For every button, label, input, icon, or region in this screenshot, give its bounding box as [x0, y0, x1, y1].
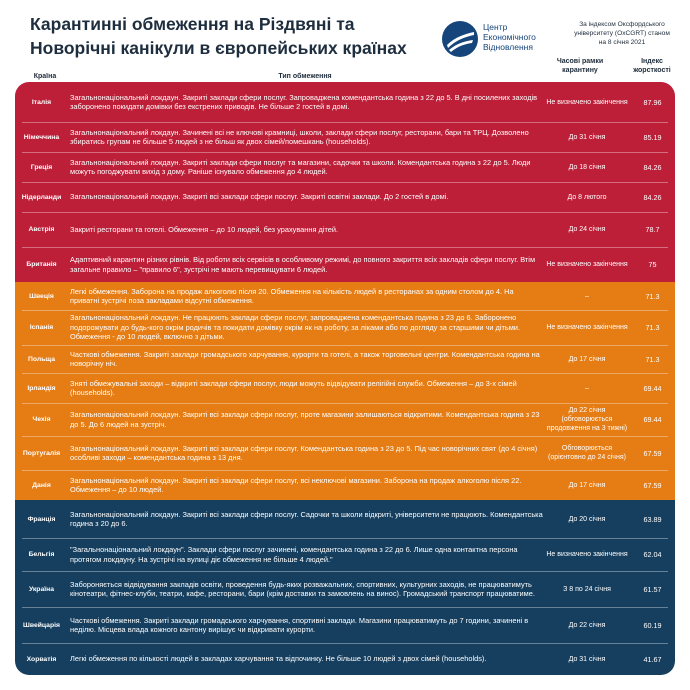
row-type: Загальнонаціональний локдаун. Закриті всі заклади сфери послуг. Садочки та школи відкриті, університети не працюють. Комендантська година з 20 до 6.	[70, 509, 543, 528]
table-row	[15, 247, 675, 282]
row-time: Не визначено закінчення	[546, 324, 628, 331]
table-row	[15, 310, 675, 345]
row-type: Загальнонаціональний локдаун. Зачинені всі не ключові крамниці, школи, заклади сфери послуг, ресторани, бари та ТРЦ. Дозволено збиратись групам не більше 5 людей з не більш як двох сімей/помешкань (households).	[70, 127, 529, 146]
row-time: До 17 січня	[568, 355, 606, 363]
page-title: Карантинні обмеження на Різдвяні та Новорічні канікули в європейських країнах	[30, 14, 407, 58]
row-index: 71.3	[645, 323, 660, 332]
row-country: Німеччина	[23, 133, 60, 141]
row-time: До 22 січня (обговорюється продовження на 3 тижні)	[546, 407, 628, 432]
row-index: 41.67	[643, 654, 662, 664]
row-index: 85.19	[643, 132, 662, 142]
row-country: Португалія	[22, 449, 61, 457]
row-index: 75	[648, 260, 657, 269]
row-time: До 20 січня	[568, 515, 606, 523]
row-time: До 17 січня	[568, 481, 606, 489]
row-divider	[22, 571, 668, 572]
row-time: Обговорюється (орієнтовно до 24 січня)	[548, 445, 626, 461]
row-divider	[22, 122, 668, 123]
row-time: –	[585, 292, 589, 300]
table-row	[15, 607, 675, 643]
row-index: 87.96	[643, 97, 662, 107]
table-row	[15, 538, 675, 571]
row-country: Італія	[31, 98, 52, 106]
row-time: До 31 січня	[568, 655, 606, 663]
row-type: Загальнонаціональний локдаун. Закриті всі заклади сфери послуг, всі неключові магазини. Заборона на продаж алкоголю після 22. Обмеження – до 10 людей.	[70, 475, 522, 494]
column-header-index: Індекс жорсткості	[633, 58, 671, 74]
row-time: До 22 січня	[568, 621, 606, 629]
table-row	[15, 436, 675, 470]
row-type: Загальнонаціональний локдаун. Закриті заклади сфери послуг та магазини, садочки та школи. Комендантська година з 22 до 5. Люди можуть погоджувати вихід з дому. Раніше існувало обмеження до 4 людей.	[70, 157, 531, 176]
table-row	[15, 182, 675, 212]
table-row	[15, 345, 675, 373]
row-divider	[22, 182, 668, 183]
row-type: Часткові обмеження. Закриті заклади громадського харчування, спортивні заклади. Магазини працюватимуть до 7 години, зачинені в неділю. Місцева влада кожного кантону вирішує чи відкривати курорти.	[70, 615, 529, 634]
table-row	[15, 122, 675, 152]
row-country: Нідерланди	[21, 193, 62, 201]
table-row	[15, 82, 675, 122]
logo-icon	[441, 20, 479, 58]
row-index: 71.3	[645, 291, 660, 301]
row-country: Франція	[27, 515, 56, 523]
row-country: Швейцарія	[23, 621, 60, 629]
table-row	[15, 282, 675, 310]
row-index: 61.57	[643, 584, 662, 594]
row-type: Часткові обмеження. Закриті заклади громадського харчування, курорти та готелі, а також торговельні центри. Комендантська година на новорічну ніч.	[70, 349, 540, 368]
row-divider	[22, 152, 668, 153]
row-type: Адаптивний карантин різних рівнів. Від роботи всіх сервісів в особливому режимі, до повного закриття всіх закладів сфери послуг. Втім загальне правило – "правило 6", зустрічі не мають перевищувати 6 людей.	[70, 255, 536, 274]
row-type: Забороняється відвідування закладів освіти, проведення будь-яких розважальних, спортивних, культурних заходів, не працюватимуть кінотеатри, фітнес-клуби, театри, кафе, ресторани, бари (крім доставки та замовлень на винос). Громадський транспорт працюватиме.	[70, 579, 535, 598]
row-country: Австрія	[28, 226, 55, 233]
column-header-type: Тип обмеження	[278, 73, 332, 80]
row-time: До 18 січня	[568, 163, 606, 171]
row-time: До 8 лютого	[567, 193, 607, 201]
row-index: 69.44	[643, 383, 662, 393]
row-divider	[22, 607, 668, 608]
row-type: Загальнонаціональний локдаун. Закриті всі заклади сфери послуг. Закриті освітні заклади. До 2 гостей в домі.	[70, 192, 449, 202]
row-time: До 31 січня	[568, 133, 606, 141]
table-row	[15, 403, 675, 436]
row-index: 71.3	[645, 354, 660, 364]
row-time: Не визначено закінчення	[546, 98, 628, 106]
row-index: 69.44	[643, 415, 662, 424]
row-country: Польща	[28, 355, 55, 363]
logo-text: Центр Економічного Відновлення	[483, 22, 536, 52]
row-type: Легкі обмеження по кількості людей в закладах харчування та відпочинку. Не більше 10 людей з двох сімей (households).	[70, 654, 487, 664]
source-note: За індексом Оксфордського університету (OxCGRT) станом на 8 січня 2021	[574, 21, 670, 46]
row-divider	[22, 538, 668, 539]
row-time: До 24 січня	[568, 226, 606, 233]
row-index: 67.59	[643, 480, 662, 490]
row-country: Британія	[26, 261, 57, 268]
row-divider	[22, 643, 668, 644]
row-divider	[22, 373, 668, 374]
row-country: Хорватія	[26, 655, 57, 663]
row-divider	[22, 310, 668, 311]
row-type: Загальнонаціональний локдаун. Закриті заклади сфери послуг. Запроваджена комендантська година з 22 до 5. В дні посилених заходів заборонено покидати домівки без екстрених приводів. Не більше 2 гостей в домі.	[70, 92, 538, 111]
row-country: Україна	[28, 585, 55, 593]
row-divider	[22, 212, 668, 213]
row-country: Греція	[30, 163, 53, 171]
row-time: –	[585, 384, 589, 392]
row-country: Швеція	[29, 292, 54, 300]
row-type: Загальнонаціональний локдаун. Не працюють заклади сфери послуг, запроваджена комендантська година з 23 до 6. Заборонено подорожувати до будь-кого окрім родичів та покидати домівку окрім як на роботу, за ліками або по догляду за старшими чи дітьми. Обмеження - до 10 людей, включно з дітьми.	[70, 313, 520, 342]
row-time: Не визначено закінчення	[546, 551, 628, 558]
row-divider	[22, 345, 668, 346]
row-index: 67.59	[643, 448, 662, 458]
table-row	[15, 373, 675, 403]
row-index: 63.89	[643, 514, 662, 524]
row-country: Ірландія	[27, 384, 56, 392]
row-divider	[22, 436, 668, 437]
column-header-country: Країна	[33, 73, 57, 80]
row-type: Зняті обмежувальні заходи – відкриті заклади сфери послуг, люди можуть відвідувати релігійні служби. Обмеження – до 3-х сімей (households).	[70, 378, 517, 397]
row-country: Чехія	[32, 416, 51, 423]
row-country: Іспанія	[29, 324, 54, 331]
table-row	[15, 643, 675, 675]
row-type: Легкі обмеження. Заборона на продаж алкоголю після 20. Обмеження на кількість людей в ресторанах за одним столом до 4. На приватні зустрічі поза закладами відсутні обмеження.	[70, 286, 514, 305]
row-index: 78.7	[645, 225, 660, 234]
row-index: 84.26	[643, 192, 662, 202]
row-type: Закриті ресторани та готелі. Обмеження – до 10 людей, без урахування дітей.	[70, 224, 339, 234]
row-index: 84.26	[643, 162, 662, 172]
row-index: 62.04	[643, 550, 662, 559]
row-country: Данія	[32, 481, 51, 489]
table-row	[15, 500, 675, 538]
row-index: 60.19	[643, 620, 662, 630]
row-type: Загальнонаціональний локдаун. Закриті всі заклади сфери послуг. Комендантська година з 23 до 5. Під час новорічних свят (до 4 січня) особливі заходи – комендантська година з 13 дня.	[70, 443, 538, 462]
logo	[441, 20, 551, 60]
table-row	[15, 152, 675, 182]
row-type: "Загальнонаціональний локдаун". Заклади сфери послуг зачинені, комендантська година з 22 до 6. Лише одна контактна персона протягом локдауну. На зустрічі на вулиці діє обмеження не більше 4 людей."	[70, 545, 518, 564]
row-time: З 8 по 24 січня	[563, 585, 611, 593]
table-row	[15, 470, 675, 500]
row-divider	[22, 470, 668, 471]
row-time: Не визначено закінчення	[546, 261, 628, 268]
column-header-time: Часові рамки карантину	[556, 58, 604, 74]
row-type: Загальнонаціональний локдаун. Закриті всі заклади сфери послуг, проте магазини залишаються відкритими. Комендантська година з 23 до 5. До 6 людей на зустріч.	[70, 410, 540, 429]
row-divider	[22, 403, 668, 404]
row-divider	[22, 247, 668, 248]
row-country: Бельгія	[28, 551, 55, 558]
table-row	[15, 571, 675, 607]
table-row	[15, 212, 675, 247]
